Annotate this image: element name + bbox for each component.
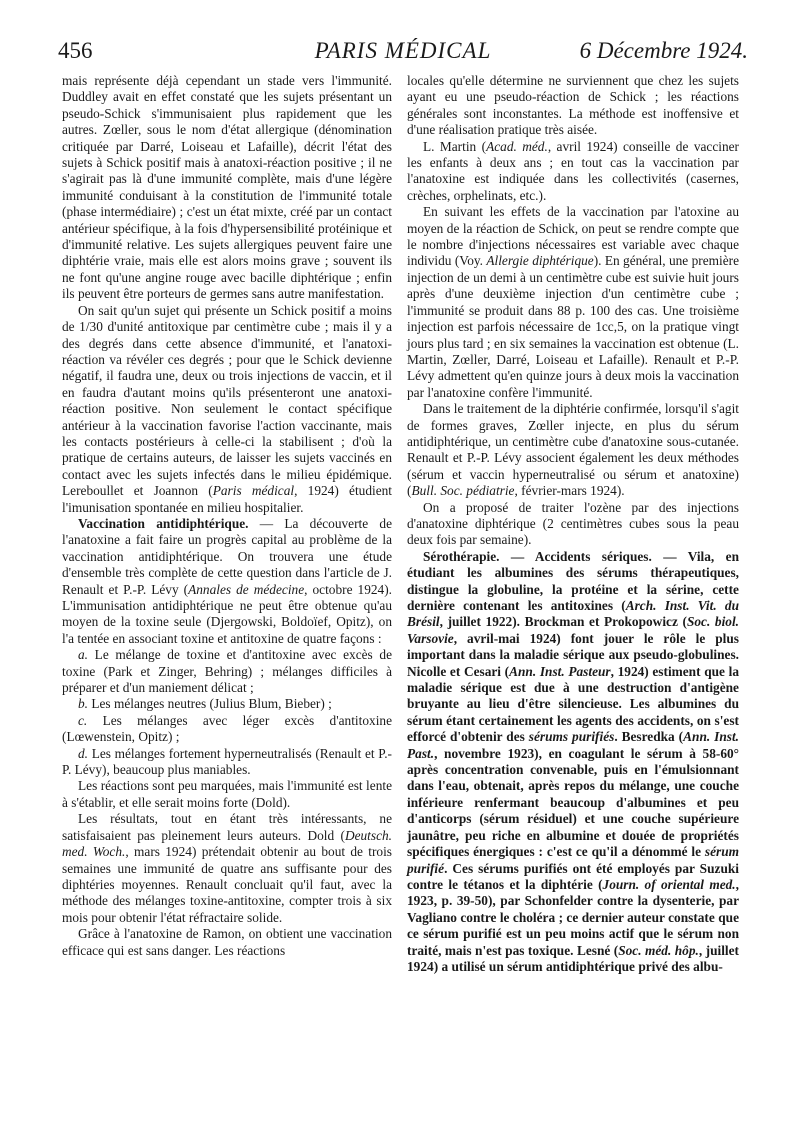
paragraph	[62, 303, 392, 516]
citation: Soc. biol. Varsovie	[407, 614, 739, 646]
citation: Ann. Inst. Pasteur	[509, 663, 611, 679]
text: , avril 1924) conseille de vacciner les enfants à deux ans ; en tout cas la vaccination par l'anatoxine est indiquée dans les collectivités (casernes, crèches, orphelinats, etc.).	[407, 138, 739, 203]
text: ). En général, une première injection de un demi à un centimètre cube est suivie huit jours après d'une deuxième injection d'un centimètre cube ; l'immunité se produit dans 88 p. 100 des cas. Une troisième injection est parfois nécessaire de 1cc,5, on la pratique vingt jours plus tard ; en six semaines la vaccination est obtenue (L. Martin, Zœller, Darré, Loiseau et Lafaille). Renault et P.-P. Lévy admettent qu'en quinze jours à deux mois la vaccination par l'anatoxine confère l'immunité.	[407, 253, 739, 400]
list-marker: a.	[78, 647, 89, 663]
list-item	[62, 696, 392, 712]
right-column	[407, 73, 739, 975]
left-column	[62, 73, 392, 959]
text: , juillet 1924) a utilisé un sérum antidiphtérique privé des albu-	[407, 942, 739, 974]
text: — La découverte de l'anatoxine a fait faire un progrès capital au problème de la vaccination antidiphtérique. On trouvera une étude d'ensemble très complète de cette question dans l'article de J. Renault et P.-P. Lévy (	[62, 515, 393, 597]
section-heading: Vaccination antidiphtérique.	[78, 515, 249, 531]
page-number: 456	[58, 38, 93, 63]
text: — Vila, en étudiant les albumines des sérums thérapeutiques, distingue la globuline, la protéine et la sérine, cette dernière contenant les antitoxines (	[407, 548, 739, 613]
citation: Paris médical	[212, 483, 295, 499]
text: L. Martin (	[423, 138, 487, 154]
citation: Arch. Inst. Vit. du Brésil	[407, 598, 739, 630]
text: Les mélanges avec léger excès d'antitoxine (Lœwenstein, Opitz) ;	[62, 712, 392, 745]
text: , avril-mai 1924) font jouer le rôle le plus important dans la maladie sérique aux pseudo-globulines. Nicolle et Cesari (	[407, 630, 739, 679]
citation: Deutsch. med. Woch.	[62, 827, 392, 860]
text: Les mélanges fortement hyperneutralisés (Renault et P.-P. Lévy), beaucoup plus maniables.	[62, 745, 392, 778]
text: , 1924) estiment que la maladie sérique est due à une destruction d'antigène bruyante au lieu d'être silencieuse. Les albumines du sérum étant certainement les agents des accidents, on s'est efforcé d'obtenir des	[407, 663, 739, 745]
text: Les mélanges neutres (Julius Blum, Bieber) ;	[88, 696, 332, 712]
list-marker: c.	[78, 712, 88, 728]
text: , mars 1924) prétendait obtenir au bout de trois semaines une immunité de quatre ans suffisante pour des diphtéries moyennes. Renault concluait qu'il faut, avec la méthode des mélanges toxine-antitoxine, compter trois à six mois pour obtenir l'état réfractaire solide.	[62, 844, 392, 925]
paragraph	[62, 516, 392, 647]
citation: sérums purifiés	[528, 729, 615, 745]
paragraph	[407, 139, 739, 205]
citation: Soc. méd. hôp.	[618, 942, 699, 958]
text: Les résultats, tout en étant très intéressants, ne satisfaisaient pas pleinement leurs auteurs. Dold (	[62, 811, 392, 843]
list-marker: b.	[78, 696, 89, 712]
text: On sait qu'un sujet qui présente un Schick positif a moins de 1/30 d'unité antitoxique par centimètre cube ; mais il y a des degrés dans cette absence d'immunité, et l'anatoxi-réaction va révéler ces degrés ; pour que le Schick devienne négatif, il faudra une, deux ou trois injections de vaccin, et il en faudra d'autant moins qu'ils présenteront une anatoxi-réaction positive. Non seulement le contact spécifique antérieur à la vaccination favorise l'action vaccinante, mais les contacts postérieurs à celle-ci la stabilisent ; d'où la pratique de certains auteurs, de laisser les sujets vaccinés en contact avec les sujets infectés dans le milieu épidémique. Lereboullet et Joannon (	[62, 302, 392, 499]
journal-title: PARIS MÉDICAL	[314, 38, 492, 63]
list-item	[62, 647, 392, 696]
text: Dans le traitement de la diphtérie confirmée, lorsqu'il s'agit de formes graves, Zœller injecte, en plus du sérum antidiphtérique, un centimètre cube d'anatoxine sous-cutanée. Renault et P.-P. Lévy associent également les deux méthodes (sérum et vaccin hyperneutralisé ou sérum et anatoxine) (	[407, 401, 739, 499]
paragraph	[407, 549, 739, 976]
paragraph	[407, 204, 739, 401]
citation: Allergie diphtérique	[486, 253, 594, 269]
text: Le mélange de toxine et d'antitoxine avec excès de toxine (Park et Zinger, Behring) ; mélanges difficiles à préparer et d'un maniement délicat ;	[62, 647, 392, 696]
citation: Journ. of oriental med.	[602, 876, 736, 892]
paragraph: locales qu'elle détermine ne surviennent que chez les sujets ayant eu une pseudo-réaction de Schick ; les réactions générales sont inconstantes. La méthode est inoffensive et d'une réalisation pratique très aisée.	[407, 73, 739, 138]
text: , octobre 1924). L'immunisation antidiphtérique ne peut être obtenue qu'au moyen de la toxine seule (Djergowski, Boldoïef, Opitz), on l'a tentée en associant toxine et antitoxine de quatre façons :	[62, 581, 392, 646]
paragraph: On a proposé de traiter l'ozène par des injections d'anatoxine diphtérique (2 centimètres cubes sous la peau deux fois par semaine).	[407, 499, 739, 548]
text: En suivant les effets de la vaccination par l'atoxine au moyen de la réaction de Schick, on peut se rendre compte que le nombre d'injections nécessaires est variable avec chaque individu (Voy.	[407, 204, 739, 269]
text: . Ces sérums purifiés ont été employés par Suzuki contre le tétanos et la diphtérie (	[407, 860, 739, 892]
citation: Acad. méd.	[486, 138, 548, 154]
text: , 1924) étudient l'imunisation spontanée en milieu hospitalier.	[62, 483, 393, 515]
list-item	[62, 746, 392, 779]
paragraph: Les réactions sont peu marquées, mais l'immunité est lente à s'établir, et elle serait moins forte (Dold).	[62, 778, 392, 810]
text: , novembre 1923), en coagulant le sérum à 58-60° après concentration convenable, puis en l'émulsionnant dans l'eau, obtenait, après repos du mélange, une couche inférieure renfermant beaucoup d'albumines et peu d'anticorps (sérum résiduel) et une couche supérieure jaunâtre, peu riche en albumine et douée de propriétés spécifiques énergiques : c'est ce qu'il a dénommé le	[407, 745, 739, 860]
list-marker: d.	[78, 745, 89, 761]
page-header	[58, 38, 748, 72]
issue-date: 6 Décembre 1924.	[579, 38, 748, 63]
citation: Ann. Inst. Past.	[407, 729, 740, 761]
paragraph	[62, 811, 392, 926]
text: , février-mars 1924).	[514, 483, 625, 499]
text: , juillet 1922). Brockman et Prokopowicz (	[439, 614, 687, 630]
text: . Besredka (	[614, 729, 684, 745]
paragraph: mais représente déjà cependant un stade vers l'immunité. Duddley avait en effet constaté que les sujets présentant un pseudo-Schick s'immunisaient plus rapidement que les autres. Zœller, sous le nom d'état allergique (dénomination critiquée par Darré, Loiseau et Lafaille), décrit l'état des sujets à Schick positif mais à anatoxi-réaction positive ; il ne s'agirait pas là d'une immunité complète, mais d'une légère immunité conduisant à la constitution de l'immunité totale (phase intermédiaire) ; c'est un état mixte, créé par un contact antérieur spécifique, à la fois d'hypersensibilité protéinique et d'immunité relative. Les sujets allergiques peuvent faire une diphtérie vraie, mais elle est alors moins grave ; souvent ils ne font qu'une angine rouge avec bacille diphtérique ; enfin ils peuvent être porteurs de germes sans autre manifestation.	[62, 73, 392, 302]
citation: Annales de médecine	[188, 581, 305, 597]
section-heading: Sérothérapie. — Accidents sériques.	[423, 548, 652, 564]
citation: sérum purifié	[407, 844, 739, 876]
paragraph	[407, 401, 739, 499]
paragraph: Grâce à l'anatoxine de Ramon, on obtient une vaccination efficace qui est sans danger. Les réactions	[62, 926, 392, 958]
list-item	[62, 713, 392, 746]
text: , 1923, p. 39-50), par Schonfelder contre la dysenterie, par Vagliano contre le choléra ; ce dernier auteur constate que ce sérum purifié est un peu moins actif que le sérum non traité, mais n'est pas toxique. Lesné (	[407, 876, 739, 958]
citation: Bull. Soc. pédiatrie	[411, 483, 515, 499]
